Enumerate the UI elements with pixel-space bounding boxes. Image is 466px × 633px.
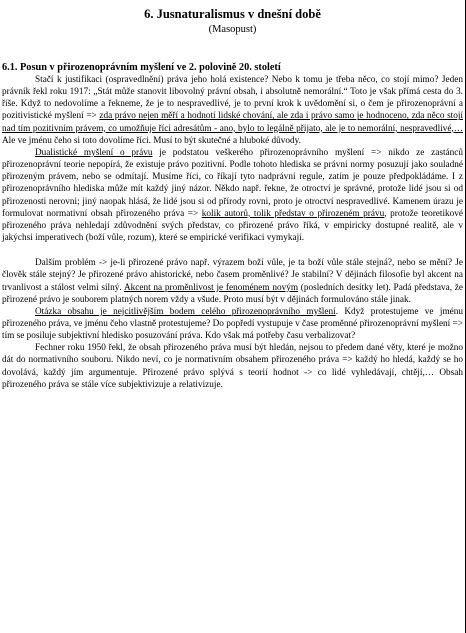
text-segment: . Když protestujeme ve jménu přirozeného práva, ve jménu čeho vlastně protestujeme? Do popředí vystupuje v čase proměnné přirozenoprávní myšlení => tím se posiluje subjektivní hledisko posuzování práva. Kdo však má potřeby času verbalizovat? (2, 306, 463, 342)
underlined-text: Otázka obsahu je nejcitlivějším bodem celého přirozenoprávního myšlení (35, 306, 336, 317)
paragraph-variability (2, 257, 463, 306)
underlined-text: zda právo nejen měří a hodnotí lidské chování, ale zda i právo samo je hodnoceno, zda něco stojí nad tím pozitivním právem, co umožňuje říci adresátům - ano, bylo to legálně přijato, ale je to nemorální, nespravedlivé,… (2, 111, 463, 134)
text-segment: je podstatou veškerého přirozenoprávního myšlení => nikdo ze zastánců přirozenoprávní teorie nepopírá, že existuje právo pozitivní. Podle tohoto hlediska se právní normy posuzují jako souladné přirozeným právem, nebo se odmítají. Musíme říci, co říkají tyto nadprávní regule, zatím je pouze předpokládáme. I z přirozenoprávního hlediska může mít každý jiný názor. Někdo např. řekne, že otroctví je správné, protože lidé jsou si od přirozenosti nerovni; jiný naopak hlásá, že lidé jsou si od přírody rovni, proto je otroctví nespravedlivé. Kamenem úrazu je formulovat normativní obsah přirozeného práva => (2, 147, 463, 219)
text-segment: Stačí k justifikaci (ospravedlnění) práva jeho holá existence? Nebo k tomu je třeba něco, co stojí mimo? Jeden právník řekl roku 1917: „Stát může stanovit libovolný právní obsah, i absolutně nemorální.“ Toto je však přímá cesta do 3. říše. Když to nedovolíme a řekneme, že je to nespravedlivé, je to první krok k uvědomění si, o čem je přirozenoprávní a pozitivistické myšlení => (2, 75, 463, 122)
paragraph-dualism (2, 147, 463, 244)
text-segment: Fechner roku 1950 řekl, že obsah přirozeného práva musí být hledán, nejsou to předem dané věty, které je možno dát do normativního souboru. Nikdo neví, co je normativním obsahem přirozeného práva => každý ho hledá, každý se ho dovolává, každý jím argumentuje. Přirozené právo splývá s teorií hodnot -> co lidé vyhledávají, chtějí,… Obsah přirozeného práva se stále více subjektivizuje a relativizuje. (2, 343, 463, 390)
section-heading: 6.1. Posun v přirozenoprávním myšlení ve 2. polovině 20. století (2, 62, 281, 73)
chapter-title: 6. Jusnaturalismus v dnešní době (144, 7, 321, 21)
text-segment: Ale ve jménu čeho si toto dovolíme říci. Musí to být skutečné a hluboké důvody. (2, 135, 301, 146)
paragraph-content-question (2, 306, 463, 342)
paragraph-justification (2, 74, 463, 147)
paragraph-fechner (2, 342, 463, 391)
underlined-text: Dualistické myšlení o právu (35, 147, 153, 158)
chapter-author: (Masopust) (208, 24, 257, 35)
text-segment: , protože teoretikové přirozeného práva nehledají zdůvodnění svých představ, co přirozené právo říká, v empiricky dostupné realitě, ale v jakýchsi imperativech (boží vůle, rozum), které se empirické verifikaci vymykají. (2, 208, 464, 244)
text-segment: Dalším problém -> je-li přirozené právo např. výrazem boží vůle, je ta boží vůle stále stejná?, nebo se mění? Je člověk stále stejný? Je přirozené právo ahistorické, nebo časem proměnlivé? Je stabilní? V dějinách filosofie byl akcent na trvanlivost a stálost velmi silný. (2, 258, 463, 293)
underlined-text: Akcent na proměnlivost je fenoménem novým (123, 282, 299, 293)
text-segment: (posledních desítky let). Padá představa, že přirozené právo je souborem platných norem vždy a všude. Proto musí být v dějinách formulováno stále jinak. (2, 282, 463, 305)
underlined-text: kolik autorů, tolik představ o přirozeném právu (201, 208, 385, 219)
